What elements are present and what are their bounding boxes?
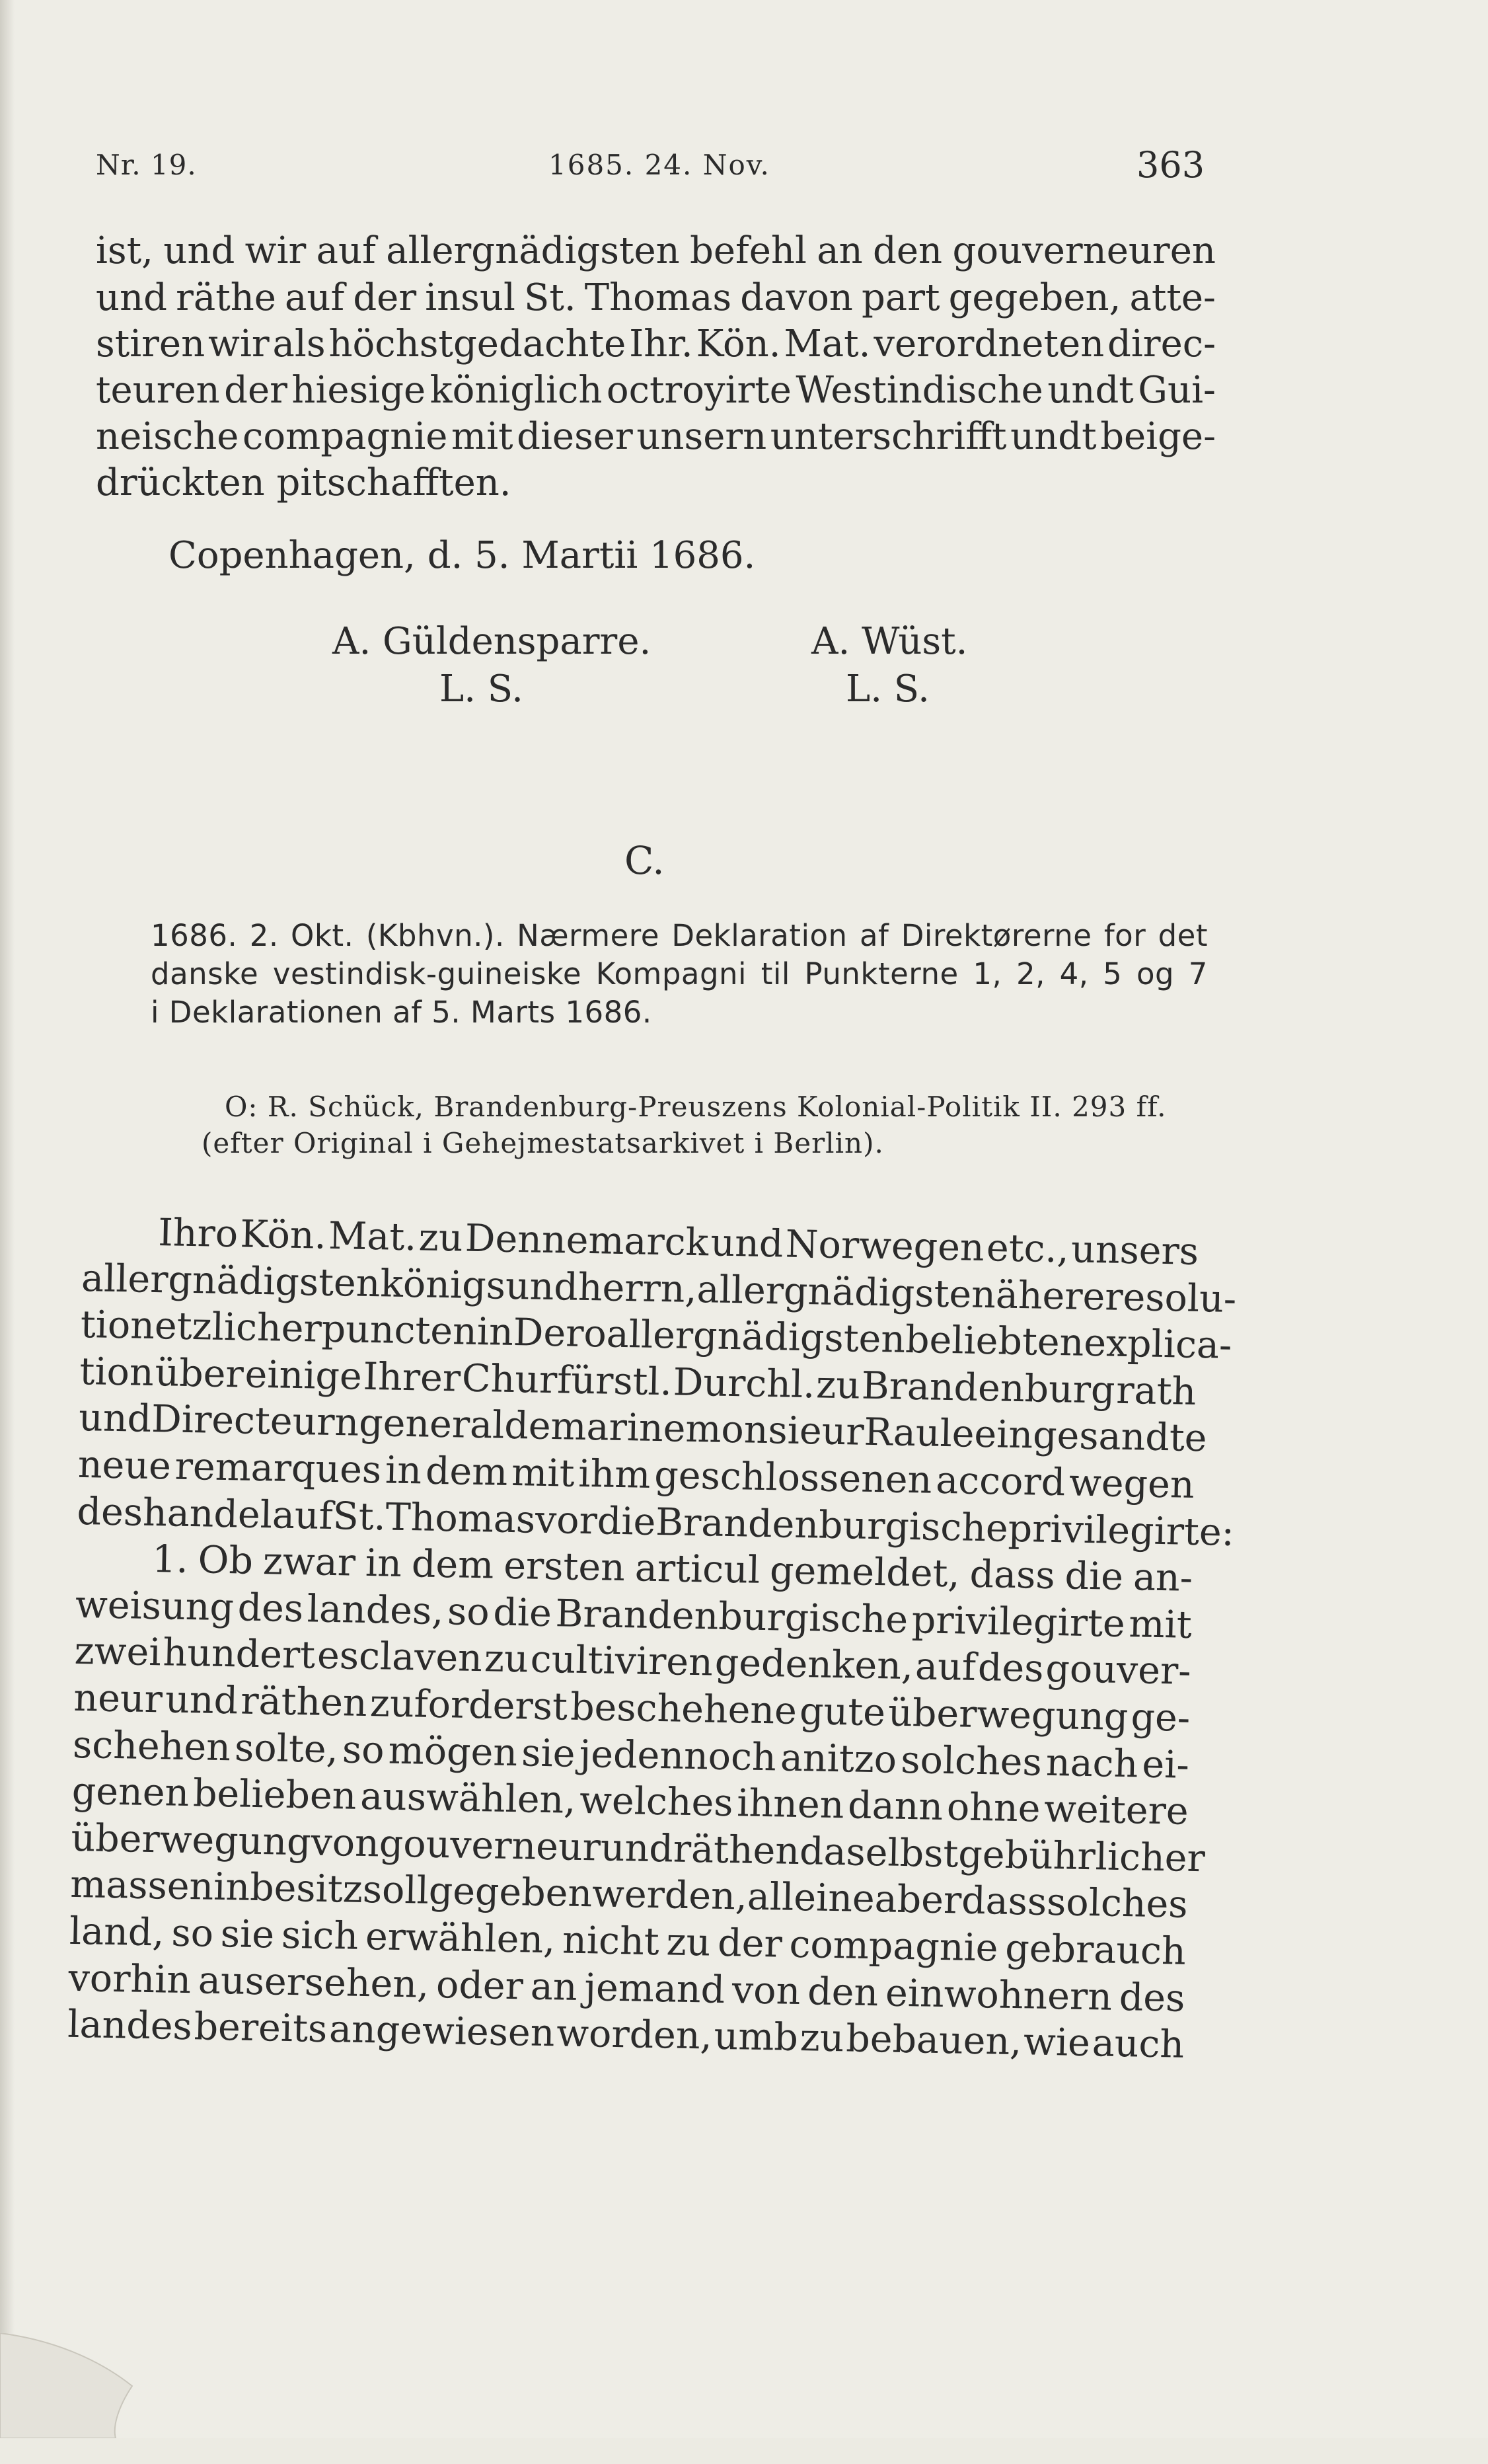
source-line: O: R. Schück, Brandenburg-Preuszens Kolonial-Politik II. 293 ff. [225, 1091, 1167, 1123]
paragraph-2-line: zwei hundert esclaven zu cultiviren gedenken, auf des gouver- [74, 1629, 1192, 1694]
signature-name: A. Wüst. [811, 620, 968, 663]
summary-line: danske vestindisk-guineiske Kompagni til Punkterne 1, 2, 4, 5 og 7 [151, 956, 1208, 991]
running-head-number: Nr. 19. [96, 149, 197, 181]
paragraph-2-line: landes bereits angewiesen worden, umb zu bebauen, wie auch [67, 2002, 1185, 2067]
paragraph-2-line: überwegung von gouverneur und räthen daselbst gebührlicher [70, 1816, 1206, 1881]
paragraph-2-line: vorhin ausersehen, oder an jemand von den einwohnern des [68, 1956, 1185, 2021]
section-letter: C. [624, 838, 665, 883]
paragraph-2-line: neue remarques in dem mit ihm geschlossenen accord wegen [77, 1442, 1195, 1507]
paragraph-1-line: stiren wir als höchstgedachte Ihr. Kön. Mat. verordneten direc- [96, 323, 1216, 366]
signature-seal: L. S. [439, 668, 523, 711]
paragraph-1-line: teuren der hiesige königlich octroyirte Westindische undt Gui- [96, 369, 1216, 412]
signature-seal: L. S. [846, 668, 930, 711]
paragraph-2-line: des handel auf St. Thomas vor die Brandenburgische privilegirte: [77, 1489, 1235, 1555]
paragraph-2-line: 1. Ob zwar in dem ersten articul gemeldet, dass die an- [151, 1537, 1193, 1601]
running-head-date: 1685. 24. Nov. [548, 149, 770, 181]
paragraph-1-line: und räthe auf der insul St. Thomas davon part gegeben, atte- [96, 276, 1216, 319]
paragraph-2-line: tion etzlicher puncten in Dero allergnädigsten beliebten explica- [80, 1303, 1232, 1368]
page-corner-curl [0, 2333, 152, 2438]
paragraph-2-line: genen belieben auswählen, welches ihnen dann ohne weitere [71, 1769, 1189, 1834]
place-date: Copenhagen, d. 5. Martii 1686. [168, 534, 756, 577]
paragraph-2-line: tion über einige Ihrer Churfürstl. Durchl. zu Brandenburg rath [79, 1349, 1197, 1414]
paragraph-2-line: schehen solte, so mögen sie jedennoch anitzo solches nach ei- [72, 1722, 1190, 1787]
summary-line: 1686. 2. Okt. (Kbhvn.). Nærmere Deklaration af Direktørerne for det [151, 918, 1208, 953]
paragraph-2-line: und Directeurn general de marine monsieur Raule eingesandte [78, 1396, 1208, 1461]
paragraph-2-line: Ihro Kön. Mat. zu Dennemarck und Norwegen etc., unsers [157, 1211, 1199, 1274]
paragraph-2-line: land, so sie sich erwählen, nicht zu der compagnie gebrauch [69, 1909, 1187, 1974]
paragraph-2-line: allergnädigsten königs und herrn, allergnädigste nähere resolu- [81, 1256, 1237, 1321]
summary-last-line: i Deklarationen af 5. Marts 1686. [151, 995, 652, 1030]
source-line: (efter Original i Gehejmestatsarkivet i Berlin). [202, 1127, 884, 1159]
paragraph-2-line: weisung des landes, so die Brandenburgische privilegirte mit [75, 1582, 1193, 1647]
paragraph-1-last-line: drückten pitschafften. [96, 461, 511, 504]
paragraph-1-line: ist, und wir auf allergnädigsten befehl an den gouverneuren [96, 229, 1216, 272]
paragraph-2-line: neur und räthen zuforderst beschehene gute überwegung ge- [73, 1675, 1191, 1740]
paragraph-2-line: massen in besitz soll gegeben werden, alleine aber dass solches [69, 1863, 1189, 1927]
signature-name: A. Güldensparre. [332, 620, 651, 663]
paragraph-1-line: neische compagnie mit dieser unsern unterschrifft undt beige- [96, 415, 1216, 458]
page-number: 363 [1136, 144, 1205, 186]
